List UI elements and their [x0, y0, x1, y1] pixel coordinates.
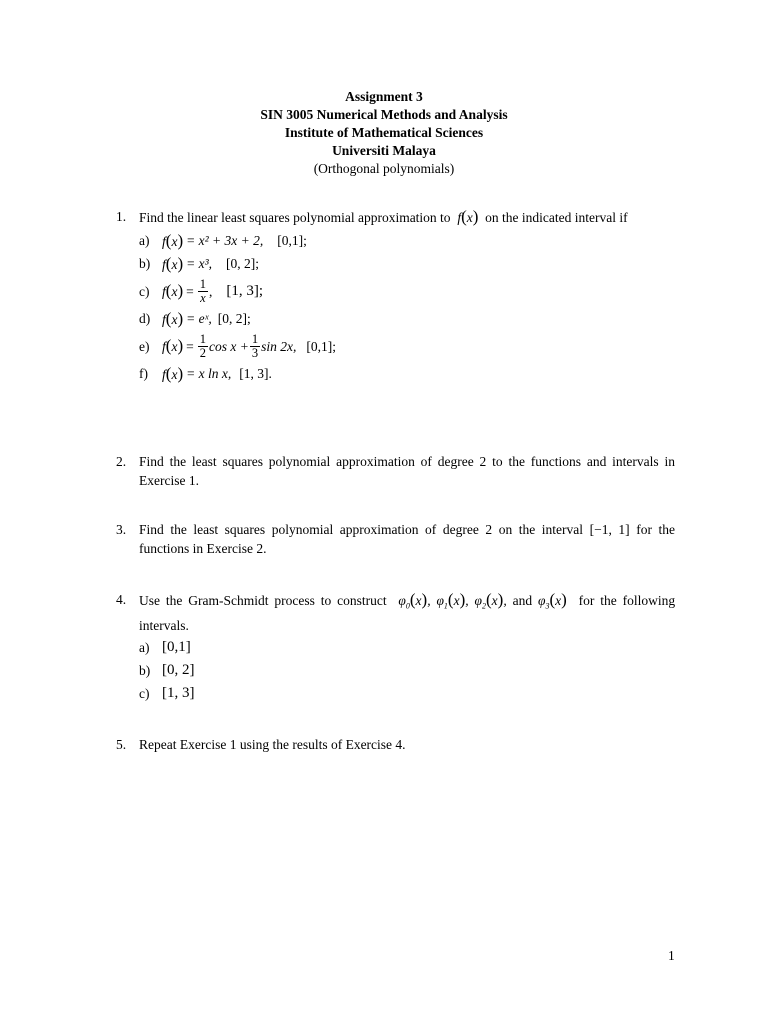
subitems-list [139, 229, 675, 385]
assignment-topic: (Orthogonal polynomials) [313, 161, 455, 176]
question-text: Repeat Exercise 1 using the results of Exercise 4. [139, 737, 406, 752]
subitem-label: a) [139, 639, 150, 655]
fraction-one-third: $\frac{1}{3}$ [251, 331, 259, 360]
interval: [0,1]; [277, 233, 307, 248]
comma: , [208, 283, 213, 299]
question-number: 4. [116, 592, 127, 607]
equals-sign: = [186, 338, 194, 354]
question-4 [116, 590, 675, 705]
subitem-label: c) [139, 283, 150, 299]
interval: [0, 2]; [226, 256, 260, 271]
subitem-b [139, 252, 675, 275]
institute-name: Institute of Mathematical Sciences [284, 125, 484, 140]
math-fx: f(x) [162, 336, 184, 355]
function-expression: = x ln x, [186, 366, 232, 381]
interval: [0,1] [162, 638, 191, 655]
equals-sign: = [186, 283, 194, 299]
function-expression: = eˣ, [186, 311, 212, 326]
question-1 [116, 207, 675, 385]
fraction-one-half: $\frac{1}{2}$ [199, 331, 206, 360]
assignment-title: Assignment 3 [345, 89, 423, 104]
question-text: Find the least squares polynomial approximation of degree 2 to the functions and intervals in Exercise 1. [139, 454, 675, 488]
subitem-label: a) [139, 233, 150, 248]
interval: [0, 2]; [217, 311, 251, 326]
question-2 [116, 452, 675, 490]
subitem-c [139, 275, 675, 307]
document-header [0, 88, 768, 178]
math-fx: f(x) [162, 363, 184, 383]
subitem-label: d) [139, 311, 151, 326]
math-fx: f(x) [162, 308, 184, 328]
interval: [0, 2] [162, 661, 195, 678]
subitem-a [139, 636, 675, 659]
math-fx: f(x) [453, 207, 479, 226]
question-text-end: on the indicated interval if [485, 210, 628, 225]
interval: [1, 3]. [239, 366, 272, 381]
function-expression: = x³, [186, 256, 213, 271]
page-number: 1 [668, 948, 675, 963]
question-text-end: for the following intervals. [139, 593, 676, 633]
subitem-a [139, 229, 675, 252]
subitem-label: c) [139, 685, 150, 701]
subitem-label: b) [139, 662, 151, 678]
question-text: Find the least squares polynomial approximation of degree 2 on the interval [−1, 1] for the functions in Exercise 2. [139, 522, 675, 556]
math-fx: f(x) [162, 230, 184, 250]
fraction-one-over-x: $\frac{1}{x}$ [199, 276, 206, 305]
interval: [1, 3]; [226, 282, 264, 299]
question-number: 5. [116, 737, 127, 752]
question-number: 2. [116, 454, 127, 469]
question-5 [116, 735, 675, 754]
course-title: SIN 3005 Numerical Methods and Analysis [260, 107, 508, 122]
subitem-e [139, 330, 675, 362]
math-fx: f(x) [162, 281, 184, 300]
math-fx: f(x) [162, 253, 184, 273]
subitem-c [139, 682, 675, 705]
subitem-d [139, 307, 675, 330]
function-expression-end: sin 2x, [261, 338, 297, 354]
function-expression: = x² + 3x + 2, [186, 233, 264, 248]
math-phi-3: $\varphi_3(x)$ [538, 590, 567, 611]
subitem-label: b) [139, 256, 151, 271]
subitem-label: e) [139, 338, 150, 354]
interval: [0,1]; [306, 338, 336, 354]
subitem-f [139, 362, 675, 385]
question-3 [116, 520, 675, 558]
question-number: 3. [116, 522, 127, 537]
question-body [139, 207, 675, 385]
question-number: 1. [116, 209, 127, 224]
question-text-start: Use the Gram-Schmidt process to construct [139, 593, 387, 608]
question-text-start: Find the linear least squares polynomial approximation to [139, 210, 451, 225]
university-name: Universiti Malaya [332, 143, 436, 158]
math-phi-functions: $\varphi_0(x)$, $\varphi_1(x)$, $\varphi_2(x)$, [392, 590, 507, 611]
question-body [139, 590, 675, 705]
subitem-label: f) [139, 366, 148, 381]
conjunction-and: and [512, 593, 533, 608]
subitems-list [139, 636, 675, 705]
subitem-b [139, 659, 675, 682]
function-expression-mid: cos x + [208, 338, 249, 354]
interval: [1, 3] [162, 684, 195, 701]
